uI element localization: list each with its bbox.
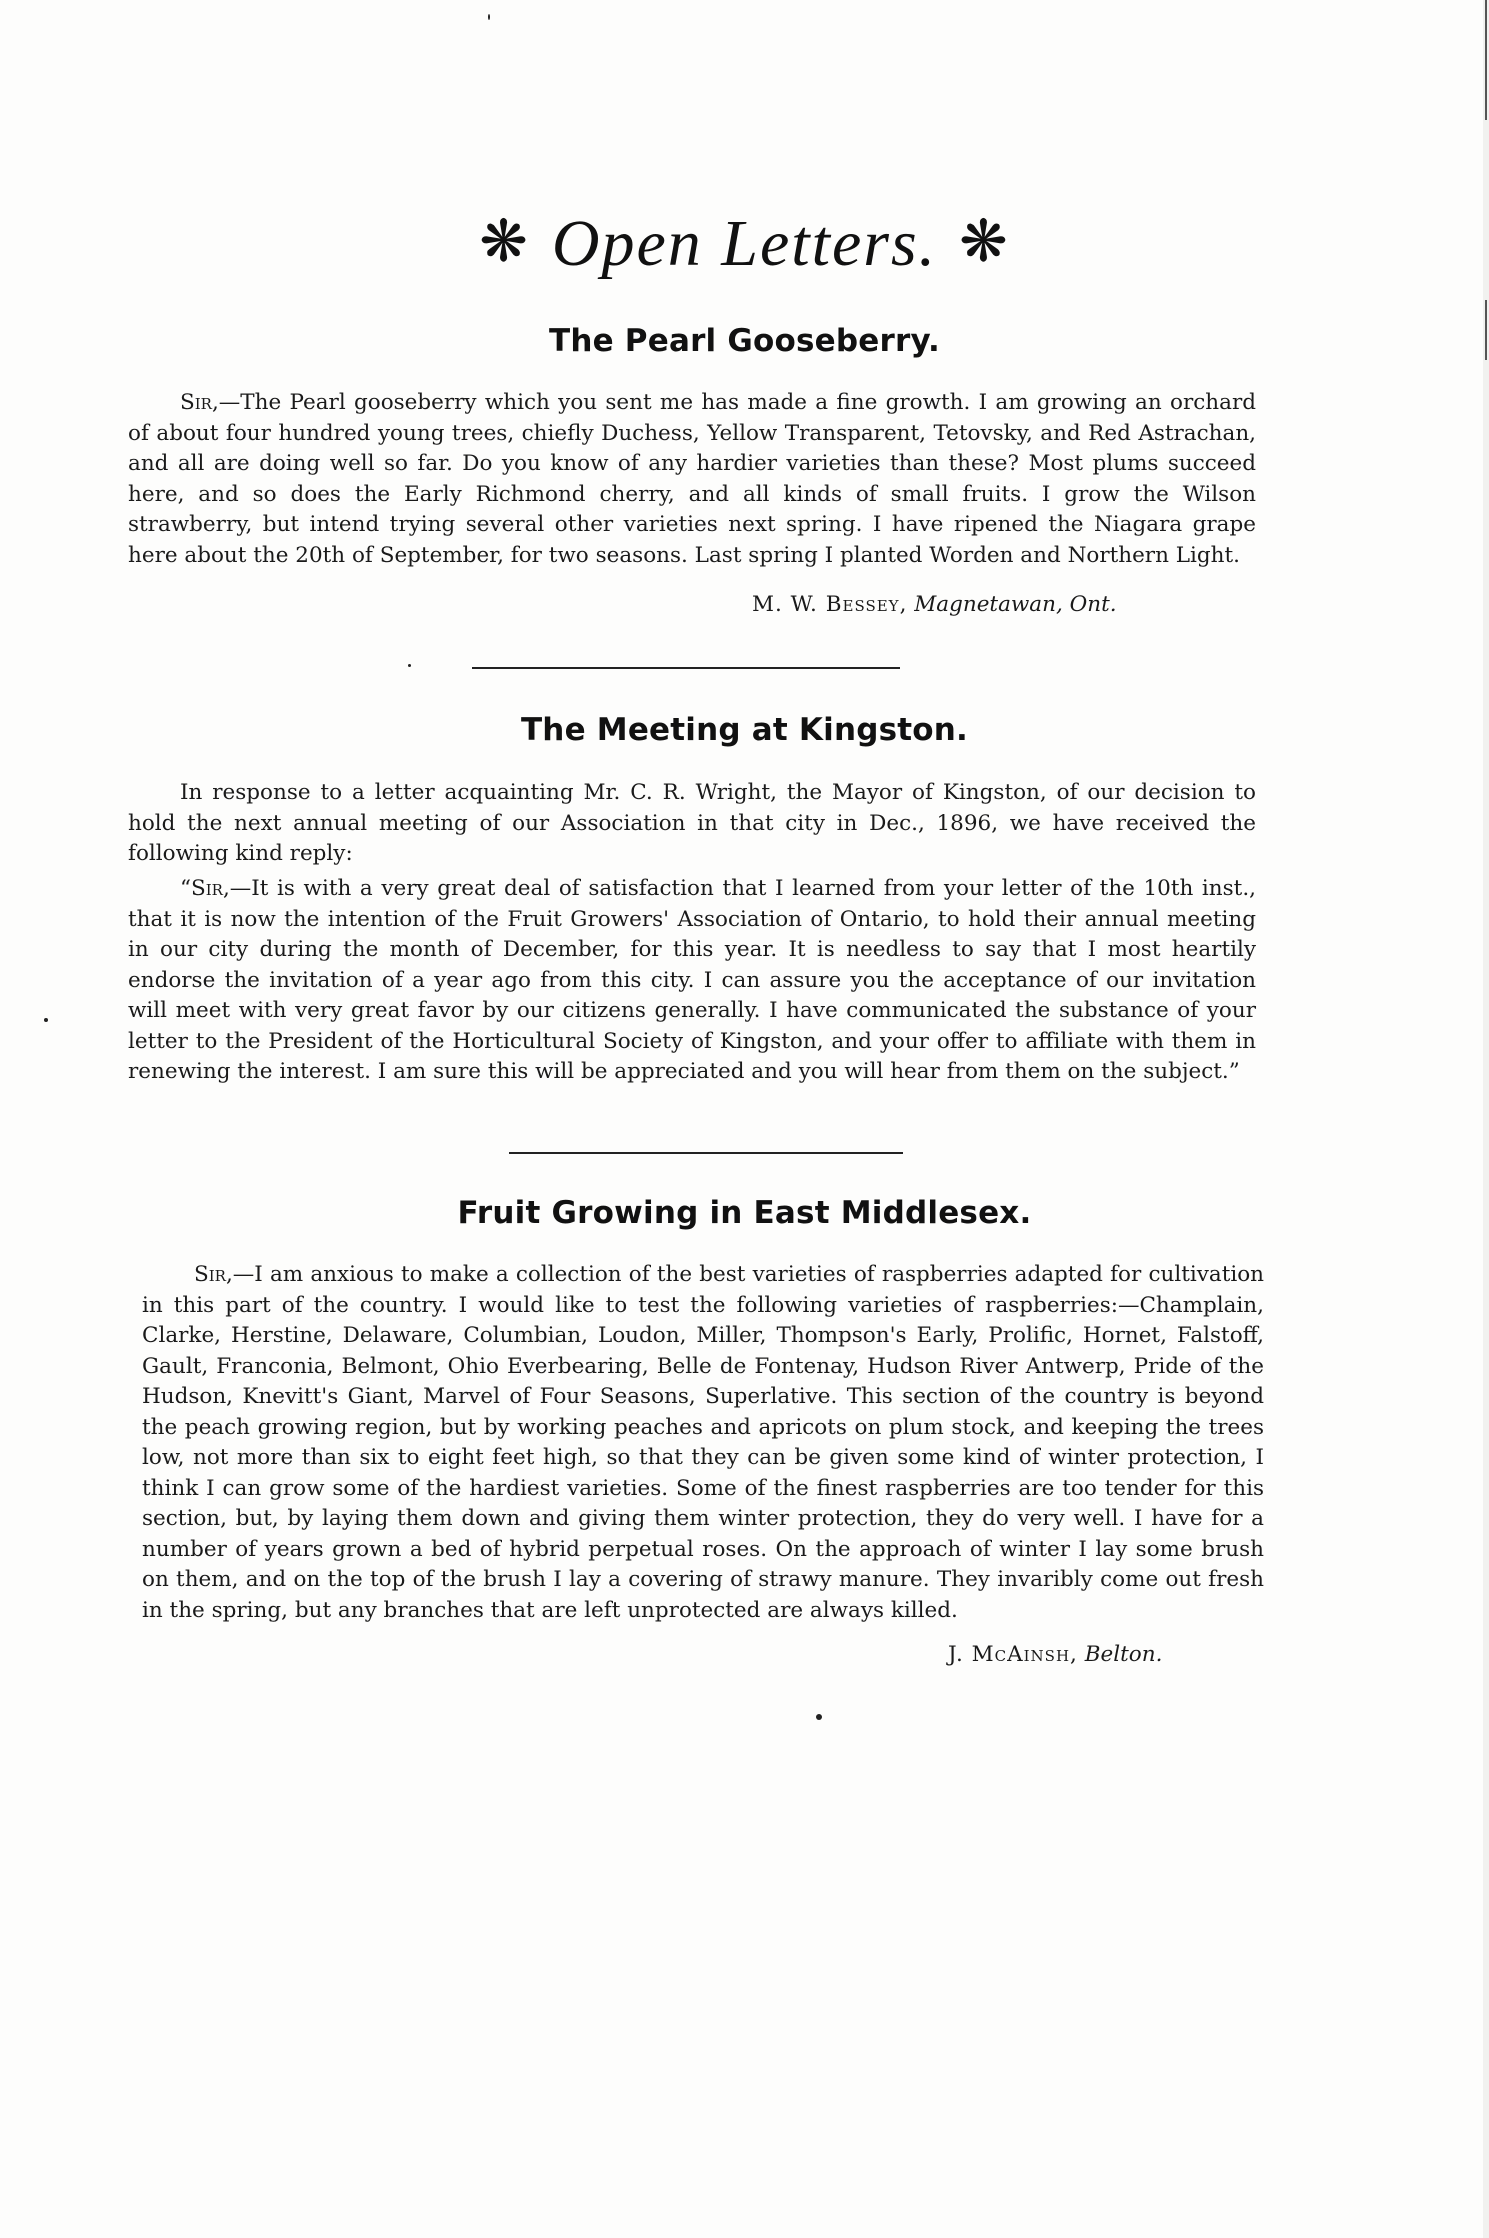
editorial-intro	[128, 778, 1256, 870]
section-divider	[472, 667, 900, 669]
letter-text: —I am anxious to make a collection of the best varieties of raspberries adapted for cultivation in this part of the country. I would like to test the following varieties of raspberries:—Champlain, Clarke, Herstine, Delaware, Columbian, Loudon, Miller, Thompson's Early, Prolific, Hornet, Falstoff, Gault, Franconia, Belmont, Ohio Everbearing, Belle de Fontenay, Hudson River Antwerp, Pride of the Hudson, Knevitt's Giant, Marvel of Four Seasons, Superlative. This section of the country is beyond the peach growing region, but by working peaches and apricots on plum stock, and keeping the trees low, not more than six to eight feet high, so that they can be given some kind of winter protection, I think I can grow some of the hardiest varieties. Some of the finest raspberries are too tender for this section, but, by laying them down and giving them winter protection, they do very well. I have for a number of years grown a bed of hybrid perpetual roses. On the approach of winter I lay some brush on them, and on the top of the brush I lay a covering of strawy manure. They invaribly come out fresh in the spring, but any branches that are left unprotected are always killed.	[142, 1262, 1264, 1623]
edge-mark	[1485, 0, 1487, 120]
ornament-left-icon: ❋	[479, 209, 530, 274]
letter-salutation: Sir,	[180, 390, 219, 415]
print-speck	[44, 1018, 48, 1022]
quoted-reply	[128, 874, 1256, 1088]
letter-text: —It is with a very great deal of satisfaction that I learned from your letter of the 10th inst., that it is now the intention of the Fruit Growers' Association of Ontario, to hold their annual meeting in our city during the month of December, for this year. It is needless to say that I most heartily endorse the invitation of a year ago from this city. I can assure you the acceptance of our invitation will meet with very great favor by our citizens generally. I have communicated the substance of your letter to the President of the Horticultural Society of Kingston, and your offer to affiliate with them in renewing the interest. I am sure this will be appreciated and you will hear from them on the subject.”	[128, 876, 1256, 1084]
quote-open: “	[180, 876, 191, 901]
intro-text: In response to a letter acquainting Mr. C. R. Wright, the Mayor of Kingston, of our decision to hold the next annual meeting of our Association in that city in Dec., 1896, we have received the following kind reply:	[128, 780, 1256, 866]
letter-text: —The Pearl gooseberry which you sent me has made a fine growth. I am growing an orchard of about four hundred young trees, chiefly Duchess, Yellow Transparent, Tetovsky, and Red Astrachan, and all are doing well so far. Do you know of any hardier varieties than these? Most plums succeed here, and so does the Early Richmond cherry, and all kinds of small fruits. I grow the Wilson strawberry, but intend trying several other varieties next spring. I have ripened the Niagara grape here about the 20th of September, for two seasons. Last spring I planted Worden and Northern Light.	[128, 390, 1256, 568]
letter-body	[128, 388, 1256, 571]
print-speck	[408, 664, 411, 667]
page-heading-text: Open Letters.	[551, 207, 938, 280]
page-heading	[0, 206, 1489, 282]
section-title: Fruit Growing in East Middlesex.	[457, 1195, 1032, 1231]
signature-name: M. W. Bessey,	[752, 592, 908, 617]
letter-salutation: Sir,	[194, 1262, 233, 1287]
print-speck	[488, 14, 490, 20]
ornament-right-icon: ❋	[959, 209, 1010, 274]
section-title: The Pearl Gooseberry.	[548, 323, 941, 359]
letter-salutation: Sir,	[191, 876, 230, 901]
letter-body	[142, 1260, 1264, 1626]
signature-name: J. McAinsh,	[948, 1642, 1078, 1667]
letter-signature	[752, 590, 1117, 620]
section-title: The Meeting at Kingston.	[520, 712, 969, 748]
signature-place: Magnetawan, Ont.	[914, 592, 1117, 617]
letter-signature	[948, 1640, 1162, 1670]
print-speck	[816, 1714, 822, 1720]
signature-place: Belton.	[1084, 1642, 1163, 1667]
section-divider	[509, 1152, 903, 1154]
